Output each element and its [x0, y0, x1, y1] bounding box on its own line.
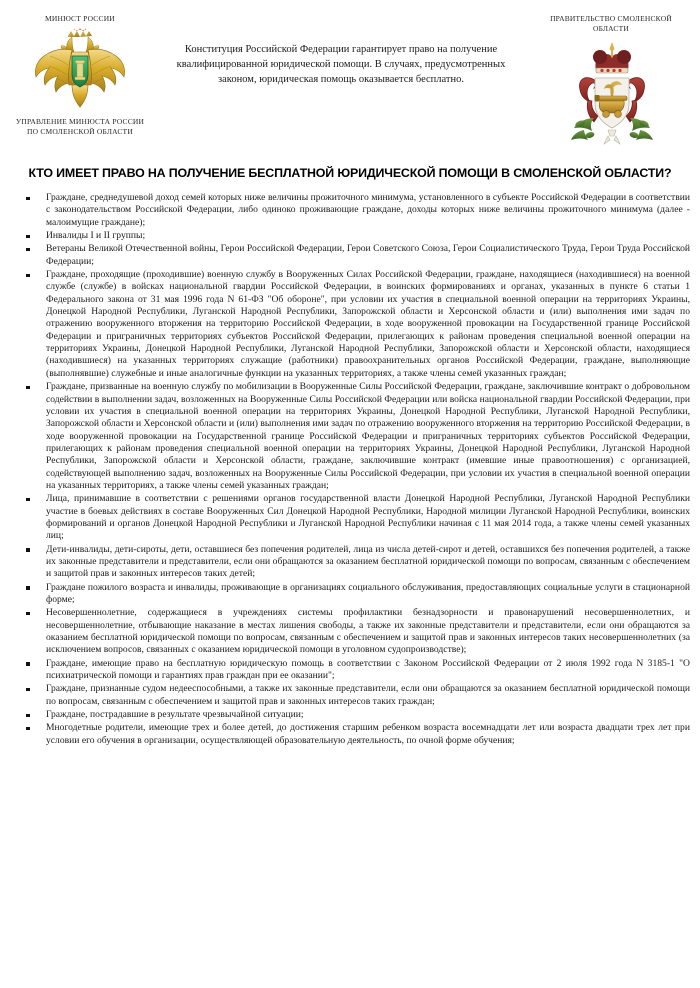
double-headed-eagle-icon: [28, 28, 132, 114]
list-item: Несовершеннолетние, содержащиеся в учреждениях системы профилактики безнадзорности и правонарушений несовершеннолетних, и несовершеннолетние, отбывающие наказание в местах лишения свободы, а также их законные представители и представители, если они обращаются за оказанием бесплатной юридической помощи по вопросам, связанным с обеспечением и защитой прав и законных интересов таких несовершеннолетних (за исключением вопросов, связанных с оказанием юридической помощи в уголовном судопроизводстве);: [24, 607, 690, 656]
list-item: Граждане, имеющие право на бесплатную юридическую помощь в соответствии с Законом Российской Федерации от 2 июля 1992 года N 3185-1 "О психиатрической помощи и гарантиях прав граждан при ее оказании";: [24, 658, 690, 683]
list-item: Граждане, признанные судом недееспособными, а также их законные представители, если они обращаются за оказанием бесплатной юридической помощи по вопросам, связанным с обеспечением и защитой прав и законных интересов таких граждан;: [24, 683, 690, 708]
list-item: Дети-инвалиды, дети-сироты, дети, оставшиеся без попечения родителей, лица из числа детей-сирот и детей, оставшихся без попечения родителей, а также их законные представители и представители, если они обращаются за оказанием бесплатной юридической помощи по вопросам, связанным с обеспечением и защитой прав и законных интересов таких детей;: [24, 544, 690, 581]
list-item: Граждане, пострадавшие в результате чрезвычайной ситуации;: [24, 709, 690, 721]
crown: [593, 42, 631, 73]
list-item: Граждане пожилого возраста и инвалиды, проживающие в организациях социального обслуживания, предоставляющих социальные услуги в стационарной форме;: [24, 582, 690, 607]
page-title: КТО ИМЕЕТ ПРАВО НА ПОЛУЧЕНИЕ БЕСПЛАТНОЙ ЮРИДИЧЕСКОЙ ПОМОЩИ В СМОЛЕНСКОЙ ОБЛАСТИ?: [28, 166, 672, 180]
smolensk-government-emblem-block: [536, 14, 686, 150]
list-item: Ветераны Великой Отечественной войны, Герои Российской Федерации, Герои Советского Союза, Герои Социалистического Труда, Герои Труда Российской Федерации;: [24, 243, 690, 268]
list-item: Граждане, призванные на военную службу по мобилизации в Вооруженные Силы Российской Федерации, граждане, заключившие контракт о добровольном содействии в выполнении задач, возложенных на Вооруженные Силы Российской Федерации или войска национальной гвардии Российской Федерации, при условии их участия в специальной военной операции на территориях Украины, Донецкой Народной Республики, Луганской Народной Республики, Запорожской области и Херсонской области и (или) выполнения ими задач по отражению вооруженного вторжения на территорию Российской Федерации, в ходе вооруженной провокации на Государственной границе Российской Федерации и приграничных территориях субъектов Российской Федерации, прилегающих к районам проведения специальной военной операции на территориях Украины, Донецкой Народной Республики, Луганской Народной Республики, Запорожской области и Херсонской области, граждане, заключившие контракт (имевшие иные правоотношения) с организацией, содействующей выполнению задач, возложенных на Вооруженные Силы Российской Федерации, при условии их участия в специальной военной операции на указанных территориях, а также члены семей указанных граждан;: [24, 381, 690, 492]
ministry-of-justice-caption-top: МИНЮСТ РОССИИ: [45, 14, 115, 23]
ribbon: [604, 130, 620, 144]
ministry-of-justice-caption-bottom: УПРАВЛЕНИЕ МИНЮСТА РОССИИ ПО СМОЛЕНСКОЙ ОБЛАСТИ: [15, 117, 145, 136]
smolensk-coat-of-arms-art: [536, 38, 686, 150]
list-item: Граждане, среднедушевой доход семей которых ниже величины прожиточного минимума, установленного в субъекте Российской Федерации в соответствии с законодательством Российской Федерации, либо одиноко проживающие граждане, доходы которых ниже величины прожиточного минимума (далее - малоимущие граждане);: [24, 192, 690, 229]
smolensk-coat-of-arms-icon: [550, 38, 672, 150]
list-item: Граждане, проходящие (проходившие) военную службу в Вооруженных Силах Российской Федерации, граждане, находящиеся (находившиеся) на военной службе (службе) в войсках национальной гвардии Российской Федерации, в воинских формированиях и органах, указанных в пункте 6 статьи 1 Федерального закона от 31 мая 1996 года N 61-ФЗ "Об обороне", при условии их участия в специальной военной операции на территориях Украины, Донецкой Народной Республики, Луганской Народной Республики, Запорожской области и Херсонской области и (или) выполнения ими задач по отражению вооруженного вторжения на территорию Российской Федерации, в ходе вооруженной провокации на Государственной границе Российской Федерации и приграничных территориях субъектов Российской Федерации, прилегающих к районам проведения специальной военной операции на территориях Украины, Донецкой Народной Республики, Луганской Народной Республики, Запорожской области и Херсонской области, находящиеся (находившиеся) на указанных территориях служащие (работники) правоохранительных органов Российской Федерации, граждане, выполняющие (выполнявшие) служебные и иные аналогичные функции на указанных территориях, а также члены семей указанных граждан;: [24, 269, 690, 380]
list-item: Лица, принимавшие в соответствии с решениями органов государственной власти Донецкой Народной Республики, Луганской Народной Республики участие в боевых действиях в составе Вооруженных Сил Донецкой Народной Республики, Народной милиции Луганской Народной Республики, воинских формирований и органов Донецкой Народной Республики и Луганской Народной Республики начиная с 11 мая 2014 года, а также члены семей указанных лиц;: [24, 493, 690, 542]
smolensk-government-caption: ПРАВИТЕЛЬСТВО СМОЛЕНСКОЙ ОБЛАСТИ: [550, 14, 672, 33]
ministry-of-justice-emblem-art: [14, 28, 146, 114]
list-item: Инвалиды I и II группы;: [24, 230, 690, 242]
eligibility-list: [0, 192, 700, 747]
ministry-of-justice-emblem-block: [14, 14, 146, 137]
document-header: [0, 0, 700, 150]
list-item: Многодетные родители, имеющие трех и более детей, до достижения старшим ребенком возраста восемнадцати лет или возраста двадцати трех лет при условии его обучения в организации, осуществляющей образовательную деятельность, по очной форме обучения;: [24, 722, 690, 747]
constitution-intro-paragraph: Конституция Российской Федерации гарантирует право на получение квалифицированной юридической помощи. В случаях, предусмотренных законом, юридическая помощь оказывается бесплатно.: [176, 44, 506, 85]
